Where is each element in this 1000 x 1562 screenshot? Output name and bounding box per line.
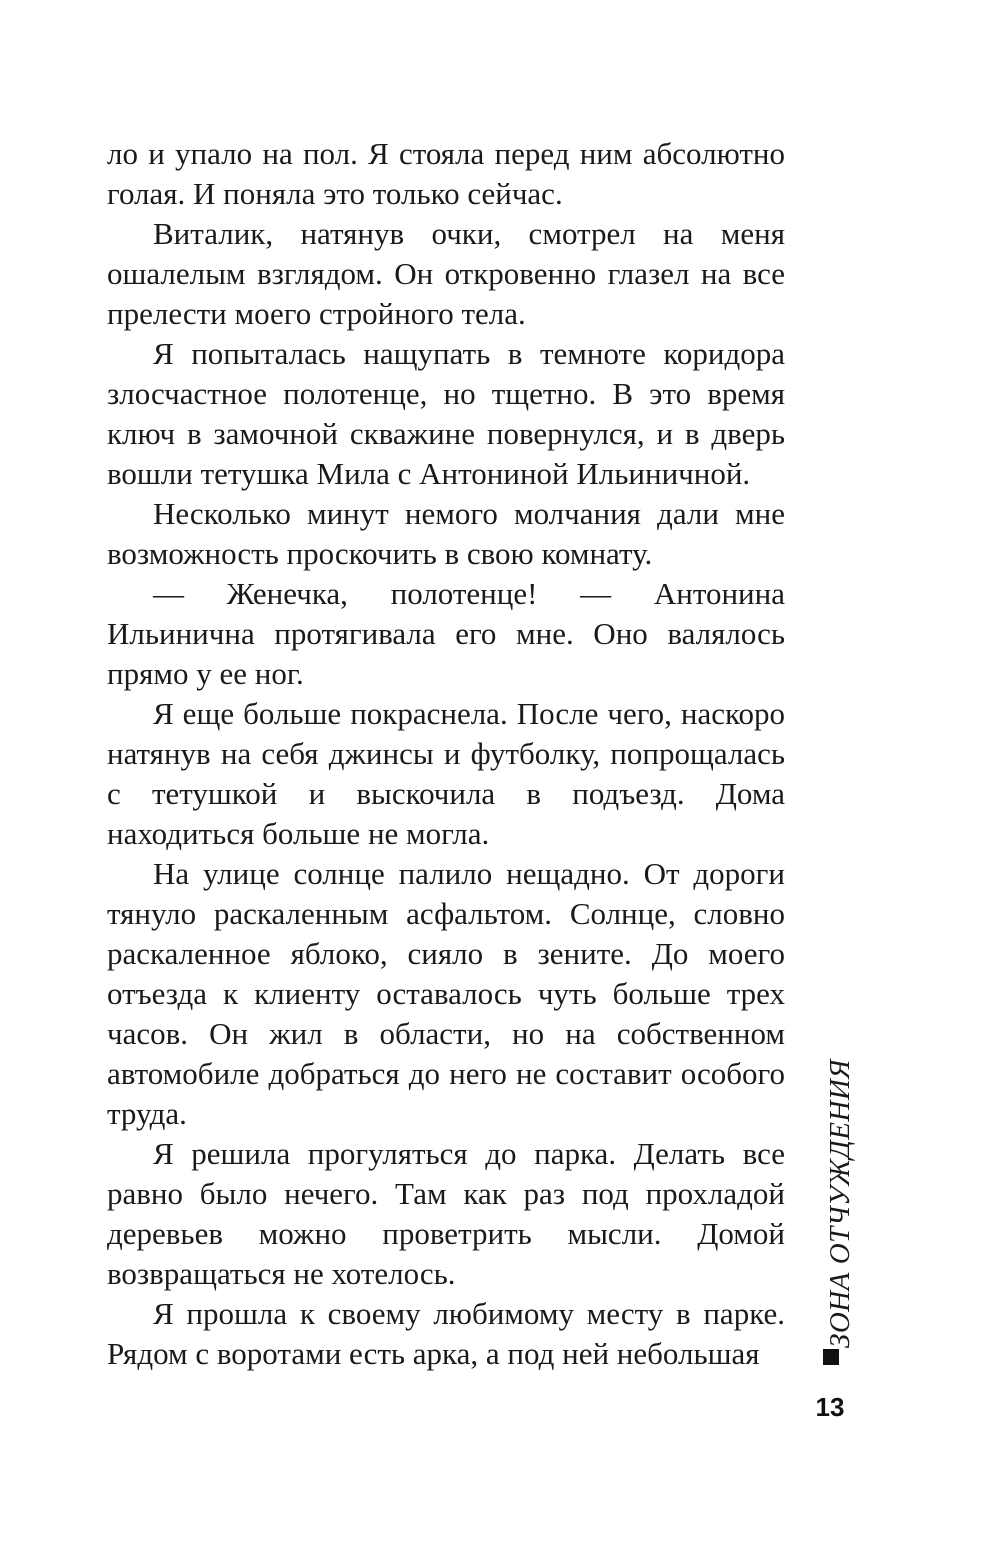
section-square-marker: [823, 1349, 839, 1365]
running-title-container: [819, 1048, 859, 1378]
paragraph-6: Я еще больше покраснела. После чего, наскоро натянув на себя джинсы и футболку, попрощалась с тетушкой и выскочила в подъезд. Дома находиться больше не могла.: [107, 696, 785, 851]
body-text: [107, 134, 785, 1374]
paragraph-5: — Женечка, полотенце! — Антонина Ильинична протягивала его мне. Оно валялось прямо у ее ног.: [107, 576, 785, 691]
paragraph-8: Я решила прогуляться до парка. Делать все равно было нечего. Там как раз под прохладой деревьев можно проветрить мысли. Домой возвращаться не хотелось.: [107, 1136, 785, 1291]
running-title: ЗОНА ОТЧУЖДЕНИЯ: [824, 1059, 856, 1348]
paragraph-1: ло и упало на пол. Я стояла перед ним абсолютно голая. И поняла это только сейчас.: [107, 136, 785, 211]
paragraph-3: Я попыталась нащупать в темноте коридора злосчастное полотенце, но тщетно. В это время ключ в замочной скважине повернулся, и в дверь вошли тетушка Мила с Антониной Ильиничной.: [107, 336, 785, 491]
paragraph-4: Несколько минут немого молчания дали мне возможность проскочить в свою комнату.: [107, 496, 785, 571]
paragraph-9: Я прошла к своему любимому месту в парке. Рядом с воротами есть арка, а под ней небольшая: [107, 1296, 785, 1371]
paragraph-2: Виталик, натянув очки, смотрел на меня ошалелым взглядом. Он откровенно глазел на все прелести моего стройного тела.: [107, 216, 785, 331]
page-number: 13: [815, 1392, 845, 1422]
paragraph-7: На улице солнце палило нещадно. От дороги тянуло раскаленным асфальтом. Солнце, словно раскаленное яблоко, сияло в зените. До моего отъезда к клиенту оставалось чуть больше трех часов. Он жил в области, но на собственном автомобиле добраться до него не составит особого труда.: [107, 856, 785, 1131]
